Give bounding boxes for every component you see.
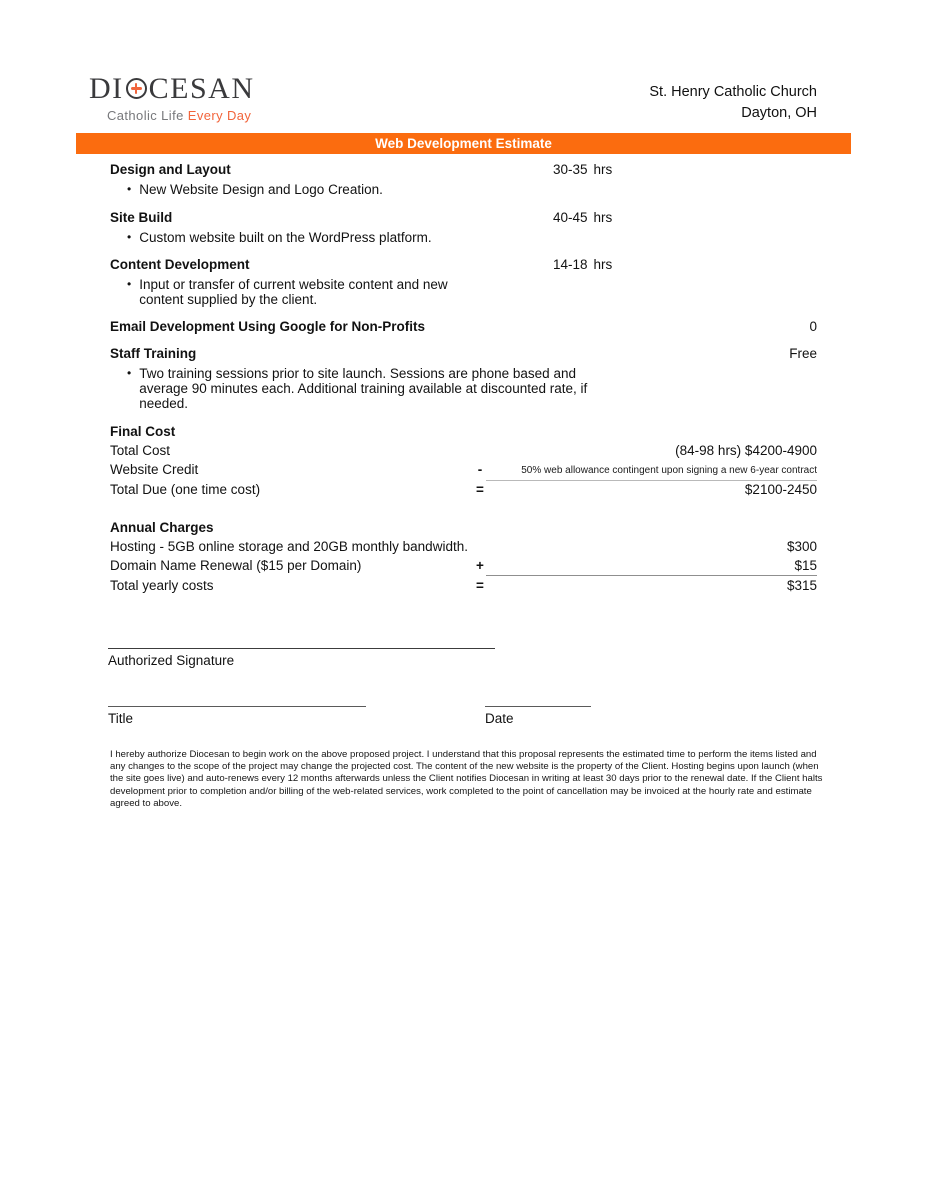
client-location: Dayton, OH bbox=[741, 104, 817, 121]
bullet-dot: • bbox=[127, 277, 132, 291]
terms-fine-print: I hereby authorize Diocesan to begin work on the above proposed project. I understand that this proposal represents the estimated time to perform the items listed and any changes to the scope of the project may change the projected cost. The content of the new website is the property of the Client. Hosting begins upon launch (when the site goes live) and auto-renews every 12 months afterwards unless the Client notifies Diocesan in writing at least 30 days prior to the renewal date. If the Client halts development prior to completion and/or billing of the web-related services, work completed to the point of cancellation may be invoiced at the hourly rate and estimate agreed to above. bbox=[110, 749, 823, 809]
row-label: Total Due (one time cost) bbox=[110, 481, 261, 497]
row-label: Total Cost bbox=[110, 443, 171, 458]
logo-wordmark-right: CESAN bbox=[148, 72, 255, 105]
section-title-row bbox=[110, 210, 817, 225]
logo-wordmark bbox=[89, 74, 255, 104]
hours-unit: hrs bbox=[593, 162, 613, 177]
hours-unit: hrs bbox=[593, 257, 613, 272]
authorized-signature-label: Authorized Signature bbox=[108, 653, 235, 668]
section-title: Design and Layout bbox=[110, 162, 231, 177]
website-credit-row bbox=[110, 462, 817, 481]
section-email-development bbox=[110, 319, 817, 334]
row-value: $2100-2450 bbox=[744, 481, 817, 497]
section-value: Free bbox=[789, 346, 817, 361]
credit-note: 50% web allowance contingent upon signing a new 6-year contract bbox=[521, 465, 817, 477]
section-design-and-layout bbox=[110, 162, 817, 197]
estimate-title: Web Development Estimate bbox=[375, 136, 552, 151]
section-content-development bbox=[110, 257, 817, 307]
client-info bbox=[649, 82, 817, 123]
bullet-text: New Website Design and Logo Creation. bbox=[139, 182, 383, 197]
row-label: Website Credit bbox=[110, 462, 199, 478]
section-title: Email Development Using Google for Non-Profits bbox=[110, 319, 426, 334]
hours-unit: hrs bbox=[593, 210, 613, 225]
bullet-item bbox=[110, 366, 817, 411]
annual-charges-heading: Annual Charges bbox=[110, 520, 214, 535]
bullet-item bbox=[110, 230, 817, 245]
bullet-text bbox=[139, 366, 587, 411]
bullet-text bbox=[139, 277, 447, 307]
bullet-line: Input or transfer of current website content and new bbox=[139, 277, 448, 292]
row-label: Total yearly costs bbox=[110, 577, 214, 593]
logo-cross-circle-icon bbox=[126, 78, 147, 99]
section-staff-training bbox=[110, 346, 817, 411]
date-line bbox=[485, 706, 591, 726]
hours-value: 30-35 bbox=[553, 162, 588, 177]
title-line bbox=[108, 706, 366, 726]
subtraction-rule bbox=[486, 480, 817, 481]
bullet-item bbox=[110, 182, 817, 197]
equals-operator: = bbox=[476, 577, 484, 593]
row-value: $15 bbox=[794, 558, 817, 574]
section-hours bbox=[553, 162, 612, 177]
logo-wordmark-left: DI bbox=[89, 72, 124, 105]
row-value: (84-98 hrs) $4200-4900 bbox=[675, 443, 817, 458]
final-cost-heading: Final Cost bbox=[110, 424, 176, 439]
bullet-line: Two training sessions prior to site launch. Sessions are phone based and bbox=[139, 366, 576, 381]
hosting-row bbox=[110, 539, 817, 558]
plus-operator: + bbox=[476, 558, 484, 574]
total-yearly-row bbox=[110, 578, 817, 597]
hours-value: 14-18 bbox=[553, 257, 588, 272]
bullet-dot: • bbox=[127, 366, 132, 380]
tagline-orange-text: Every Day bbox=[187, 108, 252, 123]
section-title: Staff Training bbox=[110, 346, 197, 361]
section-title-row bbox=[110, 257, 817, 272]
date-label: Date bbox=[485, 711, 514, 726]
hours-value: 40-45 bbox=[553, 210, 588, 225]
row-value: $315 bbox=[786, 577, 817, 593]
annual-charges-block bbox=[110, 520, 817, 597]
bullet-text: Custom website built on the WordPress platform. bbox=[139, 230, 432, 245]
tagline-gray-text: Catholic Life bbox=[107, 108, 188, 123]
section-site-build bbox=[110, 210, 817, 245]
diocesan-logo bbox=[89, 74, 255, 123]
final-cost-block bbox=[110, 424, 817, 501]
section-title: Content Development bbox=[110, 257, 250, 272]
client-name: St. Henry Catholic Church bbox=[649, 84, 817, 100]
addition-rule bbox=[486, 575, 817, 576]
section-value: 0 bbox=[809, 319, 817, 334]
bullet-dot: • bbox=[127, 230, 132, 244]
bullet-item bbox=[110, 277, 817, 307]
section-hours bbox=[553, 257, 612, 272]
section-title: Site Build bbox=[110, 210, 173, 225]
equals-operator: = bbox=[476, 481, 484, 497]
authorized-signature-line bbox=[108, 648, 495, 668]
minus-operator: - bbox=[477, 462, 483, 478]
section-title-row bbox=[110, 346, 817, 361]
title-label: Title bbox=[108, 711, 134, 726]
bullet-line: average 90 minutes each. Additional training available at discounted rate, if bbox=[139, 381, 588, 396]
total-cost-row bbox=[110, 443, 817, 462]
section-title-row bbox=[110, 162, 817, 177]
section-title-row bbox=[110, 319, 817, 334]
domain-renewal-row bbox=[110, 558, 817, 577]
row-label: Hosting - 5GB online storage and 20GB monthly bandwidth. bbox=[110, 539, 468, 554]
logo-tagline bbox=[107, 108, 255, 123]
total-due-row bbox=[110, 482, 817, 501]
estimate-title-banner bbox=[76, 133, 851, 154]
row-label: Domain Name Renewal ($15 per Domain) bbox=[110, 558, 362, 574]
bullet-line: needed. bbox=[139, 396, 189, 411]
row-value: $300 bbox=[786, 539, 817, 554]
bullet-dot: • bbox=[127, 182, 132, 196]
section-hours bbox=[553, 210, 612, 225]
bullet-line: content supplied by the client. bbox=[139, 292, 318, 307]
